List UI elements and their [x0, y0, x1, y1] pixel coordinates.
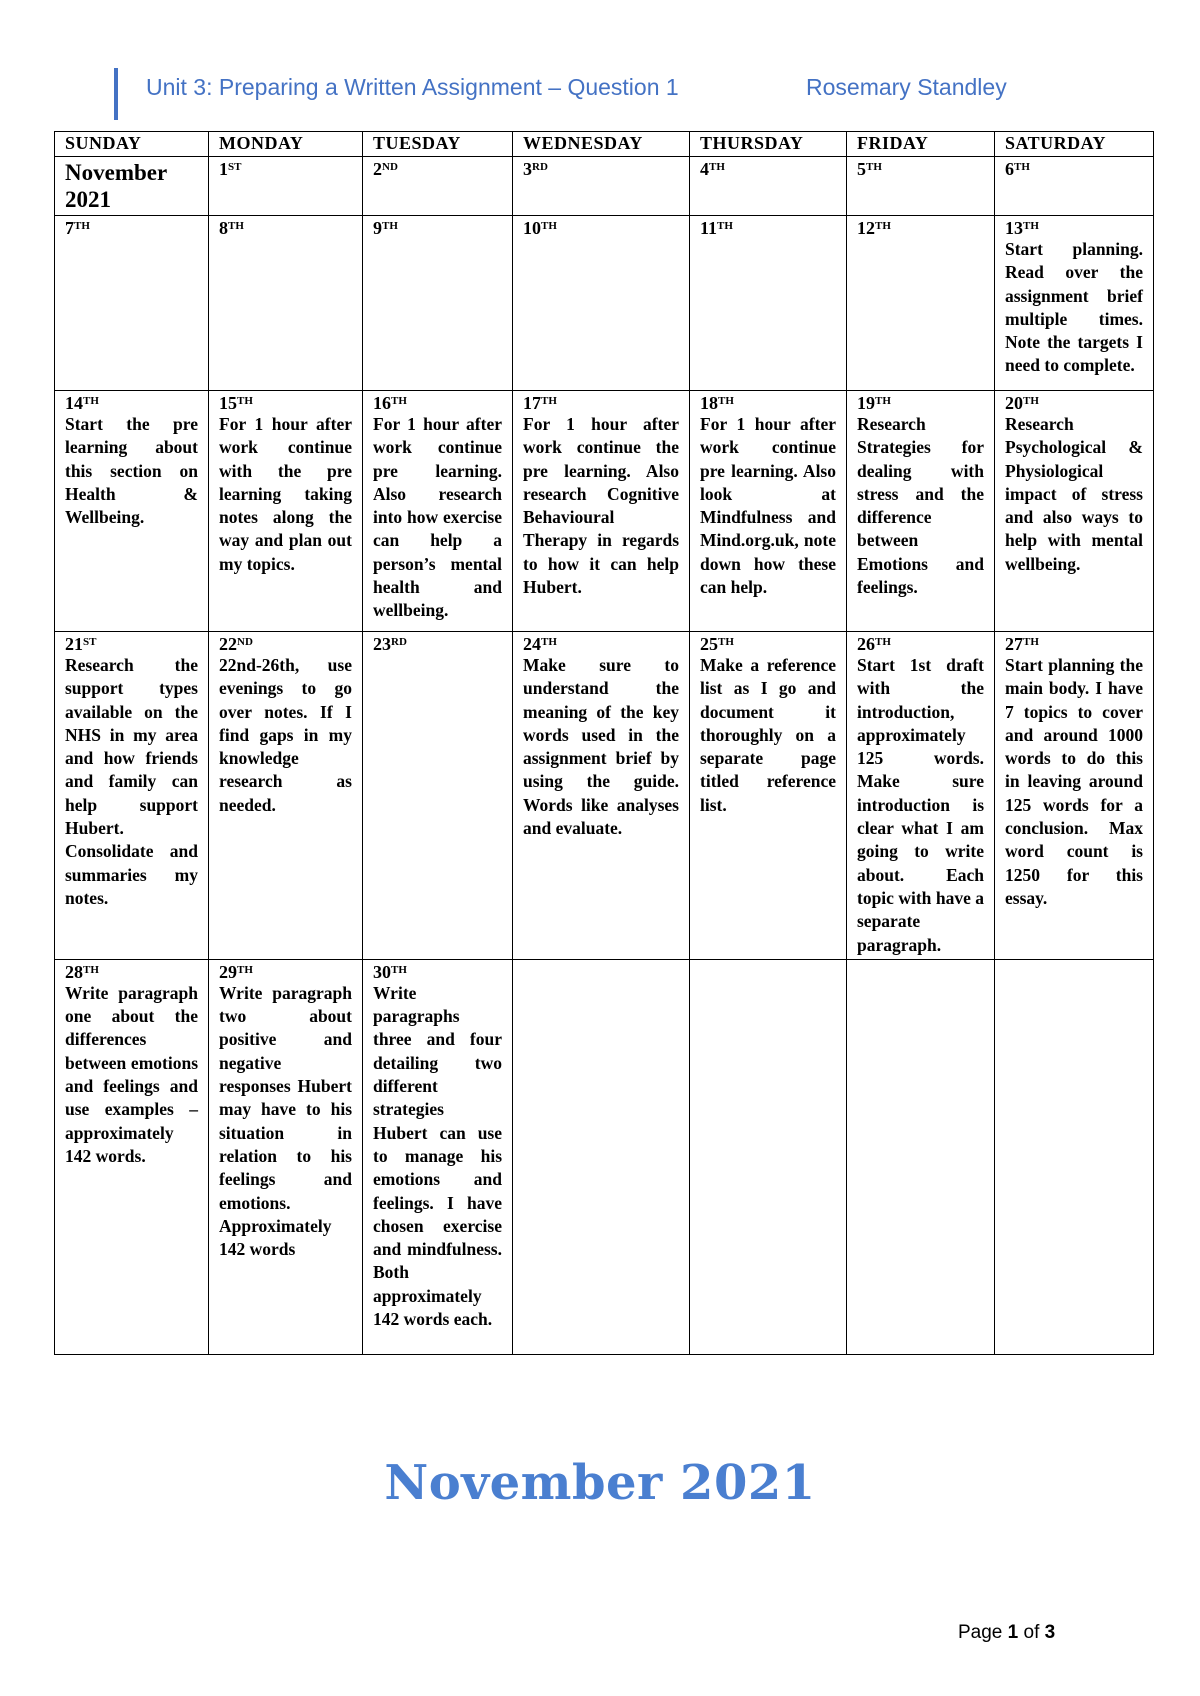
- header-accent-bar: [114, 68, 118, 120]
- day-number-value: 26: [857, 634, 875, 654]
- day-number: [1005, 393, 1143, 413]
- weekday-header: TUESDAY: [363, 132, 513, 157]
- day-number: [65, 634, 198, 654]
- day-task-note: Research Strategies for dealing with stress and the difference between Emotions and feelings.: [857, 414, 984, 598]
- day-number-value: 13: [1005, 218, 1023, 238]
- day-number: [373, 218, 502, 238]
- page-total: 3: [1044, 1622, 1056, 1643]
- day-number-value: 20: [1005, 393, 1023, 413]
- day-number: [857, 393, 984, 413]
- day-ordinal-suffix: TH: [1014, 161, 1030, 173]
- day-ordinal-suffix: TH: [1023, 395, 1039, 407]
- day-number-value: 1: [219, 159, 228, 179]
- week-row: [55, 959, 1154, 1354]
- day-cell: [363, 216, 513, 391]
- day-number: [700, 159, 836, 179]
- day-number-value: 17: [523, 393, 541, 413]
- day-task-note: For 1 hour after work continue pre learning. Also look at Mindfulness and Mind.org.uk, note down how these can help.: [700, 414, 836, 598]
- page-label: Page: [958, 1622, 1003, 1643]
- day-number-value: 23: [373, 634, 391, 654]
- day-number: [65, 393, 198, 413]
- day-number-value: 8: [219, 218, 228, 238]
- day-cell: [513, 216, 690, 391]
- day-number: [857, 218, 984, 238]
- day-cell: [55, 959, 209, 1354]
- day-ordinal-suffix: TH: [237, 963, 253, 976]
- day-number-value: 4: [700, 159, 709, 179]
- day-ordinal-suffix: TH: [1023, 220, 1039, 232]
- day-cell: [690, 391, 847, 632]
- day-number-value: 28: [65, 961, 83, 982]
- day-ordinal-suffix: TH: [709, 161, 725, 173]
- day-number-value: 16: [373, 393, 391, 413]
- day-ordinal-suffix: TH: [382, 220, 398, 232]
- day-number-value: 2: [373, 159, 382, 179]
- day-task-note: Start the pre learning about this section on Health & Wellbeing.: [65, 414, 198, 528]
- day-number-value: 15: [219, 393, 237, 413]
- day-number: [373, 962, 502, 982]
- day-number: [523, 393, 679, 413]
- day-number-value: 11: [700, 218, 718, 238]
- day-cell: [847, 216, 995, 391]
- day-ordinal-suffix: ST: [228, 161, 242, 173]
- day-number-value: 25: [700, 634, 718, 654]
- day-number: [523, 634, 679, 654]
- day-cell: [363, 157, 513, 216]
- day-number-value: 18: [700, 393, 718, 413]
- day-cell: [209, 632, 363, 960]
- day-cell: [209, 391, 363, 632]
- day-number-value: 7: [65, 218, 74, 238]
- day-number: [219, 393, 352, 413]
- day-ordinal-suffix: TH: [875, 220, 891, 232]
- day-ordinal-suffix: TH: [541, 636, 557, 648]
- day-ordinal-suffix: TH: [74, 220, 90, 232]
- day-cell: [55, 391, 209, 632]
- week-row: [55, 216, 1154, 391]
- day-cell: [995, 157, 1154, 216]
- day-ordinal-suffix: RD: [532, 161, 548, 173]
- day-number: [700, 393, 836, 413]
- day-number: [523, 159, 679, 179]
- day-ordinal-suffix: ND: [237, 636, 253, 648]
- day-task-note: For 1 hour after work continue pre learning. Also research into how exercise can help a person’s mental health and wellbeing.: [373, 414, 502, 621]
- day-cell: [690, 632, 847, 960]
- day-cell: [363, 391, 513, 632]
- weekday-header: FRIDAY: [847, 132, 995, 157]
- day-cell: [55, 157, 209, 216]
- day-number-value: 5: [857, 159, 866, 179]
- day-ordinal-suffix: TH: [718, 636, 734, 648]
- day-number: [219, 962, 352, 982]
- weekday-header: WEDNESDAY: [513, 132, 690, 157]
- day-cell: [995, 632, 1154, 960]
- weekday-header: THURSDAY: [690, 132, 847, 157]
- document-title: Unit 3: Preparing a Written Assignment – Question 1: [146, 74, 679, 100]
- day-cell: [847, 157, 995, 216]
- day-task-note: 22nd-26th, use evenings to go over notes. If I find gaps in my knowledge research as needed.: [219, 655, 352, 815]
- page-of: of: [1023, 1622, 1040, 1643]
- day-cell: [513, 632, 690, 960]
- weekday-header: SUNDAY: [55, 132, 209, 157]
- day-number: [65, 218, 198, 238]
- day-ordinal-suffix: TH: [866, 161, 882, 173]
- day-ordinal-suffix: TH: [541, 220, 557, 232]
- page-current: 1: [1007, 1622, 1019, 1643]
- day-cell: [995, 959, 1154, 1354]
- day-task-note: Write paragraphs three and four detailing two different strategies Hubert can use to manage his emotions and feelings. I have chosen exercise and mindfulness. Both approximately 142 words each.: [373, 982, 502, 1330]
- day-task-note: Write paragraph two about positive and negative responses Hubert may have to his situation in relation to his feelings and emotions. Approximately 142 words: [219, 982, 352, 1260]
- day-cell: [847, 632, 995, 960]
- day-number-value: 3: [523, 159, 532, 179]
- day-number: [523, 218, 679, 238]
- day-cell: [363, 632, 513, 960]
- day-ordinal-suffix: TH: [541, 395, 557, 407]
- day-ordinal-suffix: TH: [228, 220, 244, 232]
- day-task-note: Start planning the main body. I have 7 topics to cover and around 1000 words to do this in leaving around 125 words for a conclusion. Max word count is 1250 for this essay.: [1005, 655, 1143, 908]
- day-ordinal-suffix: RD: [391, 636, 407, 648]
- day-number-value: 6: [1005, 159, 1014, 179]
- day-number-value: 9: [373, 218, 382, 238]
- day-cell: [995, 391, 1154, 632]
- day-number-value: 19: [857, 393, 875, 413]
- week-row: [55, 157, 1154, 216]
- day-ordinal-suffix: ND: [382, 161, 398, 173]
- day-task-note: For 1 hour after work continue the pre learning. Also research Cognitive Behavioural Therapy in regards to how it can help Hubert.: [523, 414, 679, 598]
- day-number: [219, 634, 352, 654]
- weekday-header: SATURDAY: [995, 132, 1154, 157]
- day-number: [857, 159, 984, 179]
- day-number: [1005, 634, 1143, 654]
- day-number: [700, 634, 836, 654]
- day-number: [373, 159, 502, 179]
- day-task-note: Write paragraph one about the differences between emotions and feelings and use examples – approximately 142 words.: [65, 982, 198, 1166]
- week-row: [55, 391, 1154, 632]
- day-ordinal-suffix: TH: [1023, 636, 1039, 648]
- day-cell: [209, 157, 363, 216]
- weekday-header: MONDAY: [209, 132, 363, 157]
- day-ordinal-suffix: TH: [237, 395, 253, 407]
- day-number-value: 27: [1005, 634, 1023, 654]
- day-cell: [847, 391, 995, 632]
- day-number: [700, 218, 836, 238]
- day-cell: [995, 216, 1154, 391]
- day-cell: [847, 959, 995, 1354]
- day-task-note: Research Psychological & Physiological impact of stress and also ways to help with mental wellbeing.: [1005, 414, 1143, 574]
- day-task-note: For 1 hour after work continue with the pre learning taking notes along the way and plan out my topics.: [219, 414, 352, 574]
- day-cell: [55, 632, 209, 960]
- day-ordinal-suffix: TH: [391, 963, 407, 976]
- day-cell: [690, 157, 847, 216]
- day-task-note: Make sure to understand the meaning of the key words used in the assignment brief by using the guide. Words like analyses and evaluate.: [523, 655, 679, 839]
- day-ordinal-suffix: TH: [83, 395, 99, 407]
- day-number: [373, 393, 502, 413]
- day-ordinal-suffix: TH: [391, 395, 407, 407]
- day-cell: [209, 216, 363, 391]
- document-author: Rosemary Standley: [806, 74, 1007, 100]
- day-cell: [513, 959, 690, 1354]
- day-ordinal-suffix: TH: [718, 395, 734, 407]
- day-ordinal-suffix: TH: [875, 636, 891, 648]
- day-number: [65, 962, 198, 982]
- day-task-note: Start 1st draft with the introduction, approximately 125 words. Make sure introduction is clear what I am going to write about. Each topic with have a separate paragraph.: [857, 655, 984, 955]
- calendar-table: [54, 131, 1154, 1355]
- day-number: [1005, 159, 1143, 179]
- month-title: November 2021: [384, 1455, 816, 1511]
- calendar-month-label: November 2021: [65, 160, 167, 212]
- day-number-value: 30: [373, 961, 391, 982]
- day-number-value: 10: [523, 218, 541, 238]
- day-number-value: 22: [219, 634, 237, 654]
- day-number-value: 24: [523, 634, 541, 654]
- day-task-note: Start planning. Read over the assignment brief multiple times. Note the targets I need to complete.: [1005, 239, 1143, 376]
- day-cell: [690, 959, 847, 1354]
- day-number-value: 12: [857, 218, 875, 238]
- day-number-value: 14: [65, 393, 83, 413]
- day-ordinal-suffix: TH: [875, 395, 891, 407]
- day-ordinal-suffix: TH: [717, 220, 733, 232]
- day-ordinal-suffix: ST: [83, 636, 97, 648]
- day-cell: [690, 216, 847, 391]
- day-number-value: 29: [219, 961, 237, 982]
- day-cell: [363, 959, 513, 1354]
- day-cell: [209, 959, 363, 1354]
- day-cell: [55, 216, 209, 391]
- day-number: [857, 634, 984, 654]
- day-number: [219, 159, 352, 179]
- day-number-value: 21: [65, 634, 83, 654]
- day-number: [1005, 218, 1143, 238]
- day-cell: [513, 391, 690, 632]
- weekday-header-row: [55, 132, 1154, 157]
- day-task-note: Make a reference list as I go and document it thoroughly on a separate page titled reference list.: [700, 655, 836, 815]
- day-cell: [513, 157, 690, 216]
- day-number: [373, 634, 502, 654]
- page-number: [958, 1622, 1055, 1644]
- day-number: [219, 218, 352, 238]
- day-ordinal-suffix: TH: [83, 963, 99, 976]
- week-row: [55, 632, 1154, 960]
- day-task-note: Research the support types available on the NHS in my area and how friends and family can help support Hubert. Consolidate and summaries my notes.: [65, 655, 198, 908]
